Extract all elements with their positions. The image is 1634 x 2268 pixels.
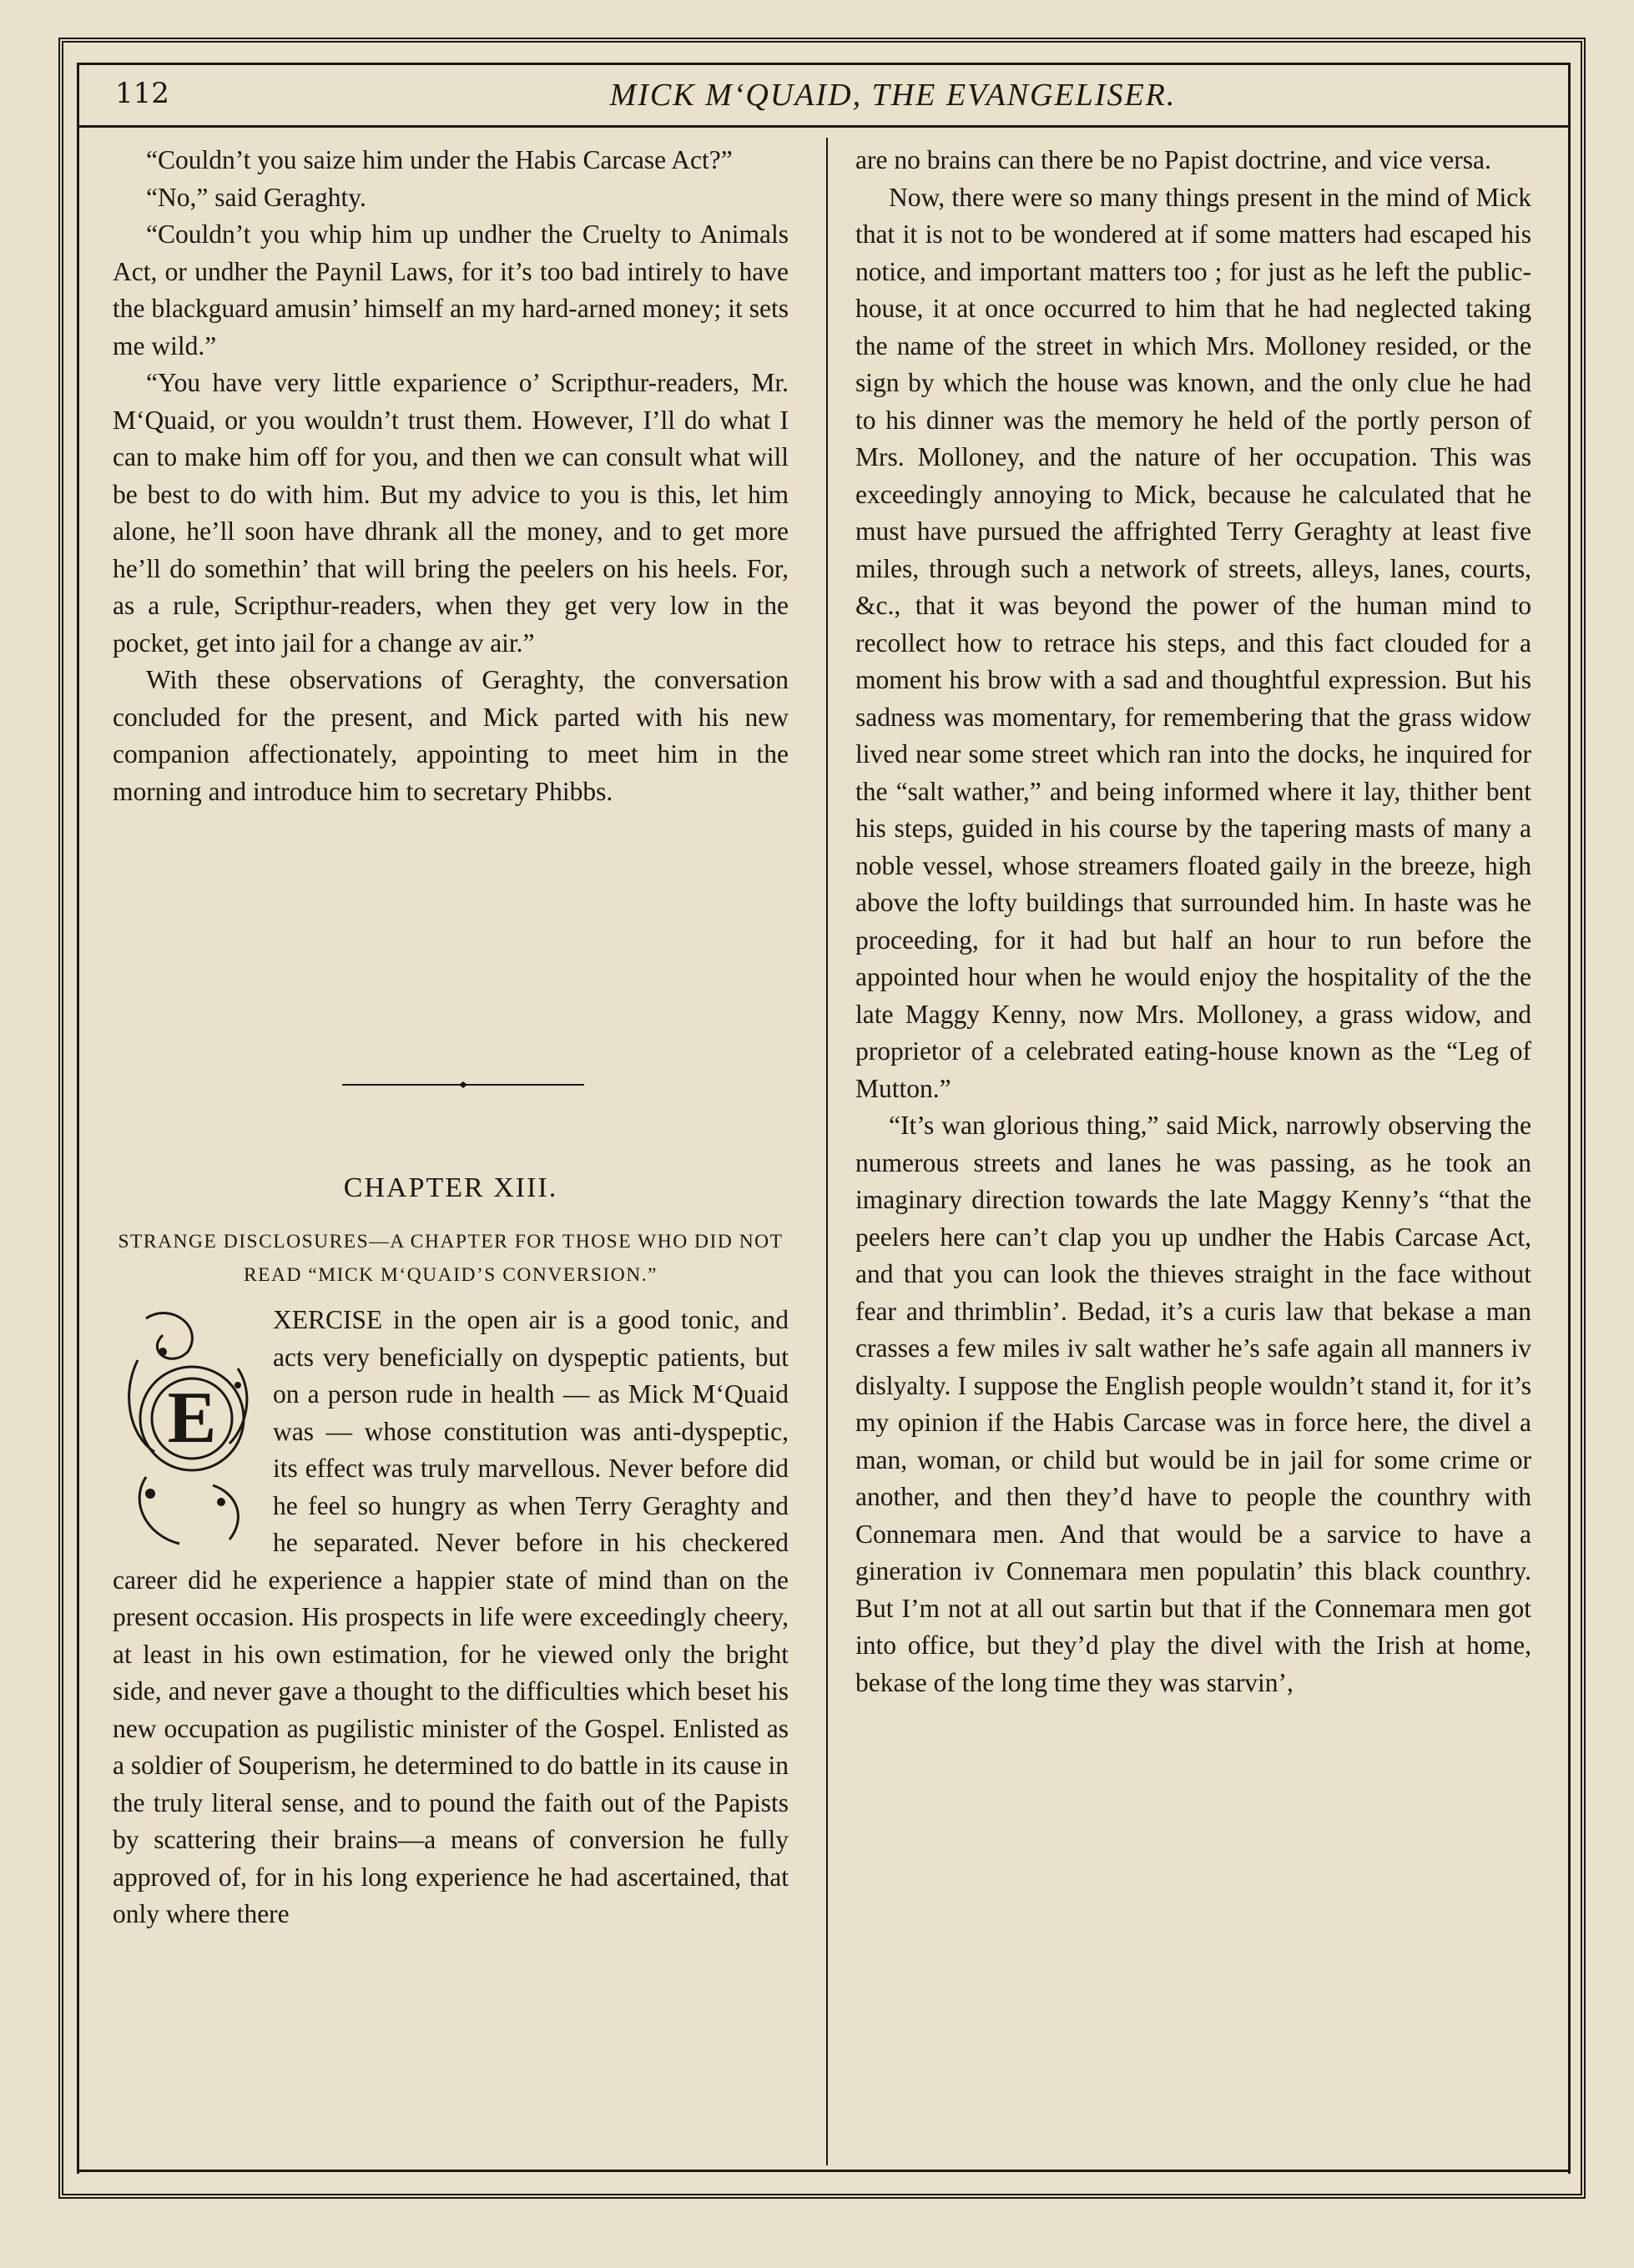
header-top-rule [77,63,1571,65]
paragraph: “It’s wan glorious thing,” said Mick, narrowly observing the numerous streets and lanes he was passing, as he took an imaginary direction towards the late Maggy Kenny’s “that the peelers here can’t clap you up undher the Habis Carcase Act, and that you can look the thieves straight in the face without fear and thrimblin’. Bedad, it’s a curis law that bekase a man crasses a few miles iv salt wather he’s safe again all manners iv dislyalty. I suppose the English people wouldn’t stand it, for it’s my opinion if the Habis Carcase was in force here, the divel a man, woman, or child but would be in jail for some crime or another, and then they’d have to people the counthry with Connemara men. And that would be a sarvice to have a gineration iv Connemara men populatin’ this black counthry. But I’m not at all out sartin but that if the Connemara men got into office, but they’d play the divel with the Irish at home, bekase of the long time they was starvin’, [855,1111,1531,1697]
chapter-opening [113,1302,789,1933]
left-column [113,142,789,810]
ornament-rule [342,1081,584,1089]
header-bottom-rule [77,125,1571,128]
paragraph: “You have very little exparience o’ Scripthur-readers, Mr. M‘Quaid, or you wouldn’t trust them. However, I’ll do what I can to make him off for you, and then we can consult what will be best to do with him. But my advice to you is this, let him alone, he’ll soon have dhrank all the money, and to get more he’ll do somethin’ that will bring the peelers on his heels. For, as a rule, Scripthur-readers, when they get very low in the pocket, get into jail for a change av air.” [113,368,789,658]
ornamental-initial-e-icon [113,1302,263,1552]
paragraph: “Couldn’t you whip him up undher the Cruelty to Animals Act, or undher the Paynil Laws, for it’s too bad intirely to have the blackguard amusin’ himself an my hard-arned money; it sets me wild.” [113,219,789,360]
page-number: 112 [115,77,169,110]
paragraph: “No,” said Geraghty. [146,182,366,212]
paragraph: Now, there were so many things present in the mind of Mick that it is not to be wondered at if some matters had escaped his notice, and important matters too ; for just as he left the public-house, it at once occurred to him that he had neglected taking the name of the street in which Mrs. Molloney resided, or the sign by which the house was known, and the only clue he had to his dinner was the memory he held of the portly person of Mrs. Molloney, and the nature of her occupation. This was exceedingly annoying to Mick, because he calculated that he must have pursued the affrighted Terry Geraghty at least five miles, through such a network of streets, alleys, lanes, courts, &c., that it was beyond the power of the human mind to recollect how to retrace his steps, and this fact clouded for a moment his brow with a sad and thoughtful expression. But his sadness was momentary, for remembering that the grass widow lived near some street which ran into the docks, he inquired for the “salt wather,” and being informed where it lay, thither bent his steps, guided in his course by the tapering masts of many a noble vessel, whose streamers floated gaily in the breeze, high above the lofty buildings that surrounded him. In haste was he proceeding, for it had but half an hour to run before the appointed hour when he would enjoy the hospitality of the the late Maggy Kenny, now Mrs. Molloney, a grass widow, and proprietor of a celebrated eating-house known as the “Leg of Mutton.” [855,182,1531,1103]
dropcap-letter: E [167,1378,217,1459]
right-column [855,142,1531,1701]
paragraph: are no brains can there be no Papist doctrine, and vice versa. [855,145,1491,174]
chapter-title: CHAPTER XIII. [343,1172,558,1203]
paragraph: “Couldn’t you saize him under the Habis Carcase Act?” [146,145,733,174]
chapter-subtitle: STRANGE DISCLOSURES—A CHAPTER FOR THOSE WHO DID NOT READ “MICK M‘QUAID’S CONVERSION.” [118,1231,784,1286]
paragraph: With these observations of Geraghty, the conversation concluded for the present, and Mick parted with his new companion affectionately, appointing to meet him in the morning and introduce him to secretary Phibbs. [113,665,789,806]
chapter-opening-paragraph: XERCISE in the open air is a good tonic, and acts very beneficially on dyspeptic patients, but on a person rude in health — as Mick M‘Quaid was — whose constitution was anti-dyspeptic, its effect was truly marvellous. Never before did he feel so hungry as when Terry Geraghty and he separated. Never before in his checkered career did he experience a happier state of mind than on the present occasion. His prospects in life were exceedingly cheery, at least in his own estimation, for he viewed only the bright side, and never gave a thought to the difficulties which beset his new occupation as pugilistic minister of the Gospel. Enlisted as a soldier of Souperism, he determined to do battle in its cause in the truly literal sense, and to pound the faith out of the Papists by scattering their brains—a means of conversion he fully approved of, for in his long experience he had ascertained, that only where there [113,1305,789,1928]
running-head: MICK M‘QUAID, THE EVANGELISER. [609,78,1177,113]
footer-rule [77,2170,1571,2172]
column-divider [826,138,828,2165]
